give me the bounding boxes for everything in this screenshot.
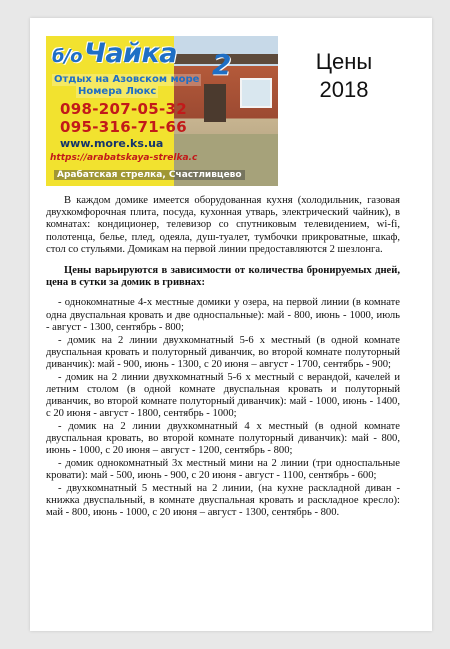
logo-number: 2 <box>212 48 232 81</box>
logo-name: Чайка <box>84 38 178 69</box>
title-line-2: 2018 <box>319 77 369 102</box>
banner-phone-1: 098-207-05-32 <box>60 100 187 118</box>
price-list <box>46 297 400 519</box>
page-title <box>288 48 400 104</box>
price-note: Цены варьируются в зависимости от количества бронируемых дней, цена в сутки за домик в гривнах: <box>46 265 400 289</box>
logo-prefix: б/о <box>52 46 83 67</box>
list-item: - домик на 2 линии двухкомнатный 5-6 х местный (в одной комнате двуспальная кровать и полуторный диванчик, во второй комнате полуторный диванчик): май - 900, июнь - 1300, с 20 июня – август - 1700, сентябрь - 900; <box>46 334 400 370</box>
banner-website-2: https://arabatskaya-strelka.c <box>50 153 198 163</box>
list-item: - домик на 2 линии двухкомнатный 5-6 х местный с верандой, качелей и летним столом (в одной комнате двуспальная кровать и полуторный диванчик, во второй комнате полуторный диванчик): май - 1000, июнь - 1400, с 20 июня - август - 1800, сентябрь - 1000; <box>46 371 400 420</box>
banner-address: Арабатская стрелка, Счастливцево <box>54 170 245 180</box>
list-item: - однокомнатные 4-х местные домики у озера, на первой линии (в комнате одна двуспальная кровать и две односпальные): май - 800, июнь - 1000, июль - август - 1300, сентябрь - 800; <box>46 297 400 333</box>
photo-door <box>204 84 226 122</box>
banner-website: www.more.ks.ua <box>60 137 164 150</box>
banner-subtitle-2: Номера Люкс <box>78 86 157 97</box>
document-body <box>46 195 400 520</box>
advertisement-banner <box>46 36 278 186</box>
banner-subtitle-1: Отдых на Азовском море <box>54 74 200 85</box>
list-item: - домик однокомнатный 3х местный мини на 2 линии (три односпальные кровати): май - 500, июнь - 900, с 20 июня - август - 1100, сентябрь - 600; <box>46 458 400 482</box>
banner-phone-2: 095-316-71-66 <box>60 118 187 136</box>
photo-window <box>240 78 272 108</box>
list-item: - двухкомнатный 5 местный на 2 линии, (на кухне раскладной диван - книжка двуспальный, в комнате двуспальная кровать и раскладное кресло): май - 800, июнь - 1000, с 20 июня – август - 1300, сентябрь - 800. <box>46 482 400 519</box>
intro-paragraph: В каждом домике имеется оборудованная кухня (холодильник, газовая двухкомфорочная плита, посуда, кухонная утварь, электрический чайник), в комнатах: кондиционер, телевизор со спутниковым телевидением, wi-fi, полотенца, белье, плед, одеяла, душ-туалет, тумбочки прикроватные, шкаф, стол со стульями. Домикам на первой линии предоставляются 2 шезлонга. <box>46 195 400 255</box>
banner-logo <box>52 38 177 69</box>
list-item: - домик на 2 линии двухкомнатный 4 х местный (в одной комнате двуспальная кровать, во второй комнате полуторный диванчик): май - 800, июнь - 1000, с 20 июня – август - 1200, сентябрь - 800; <box>46 420 400 457</box>
title-line-1: Цены <box>315 49 373 74</box>
